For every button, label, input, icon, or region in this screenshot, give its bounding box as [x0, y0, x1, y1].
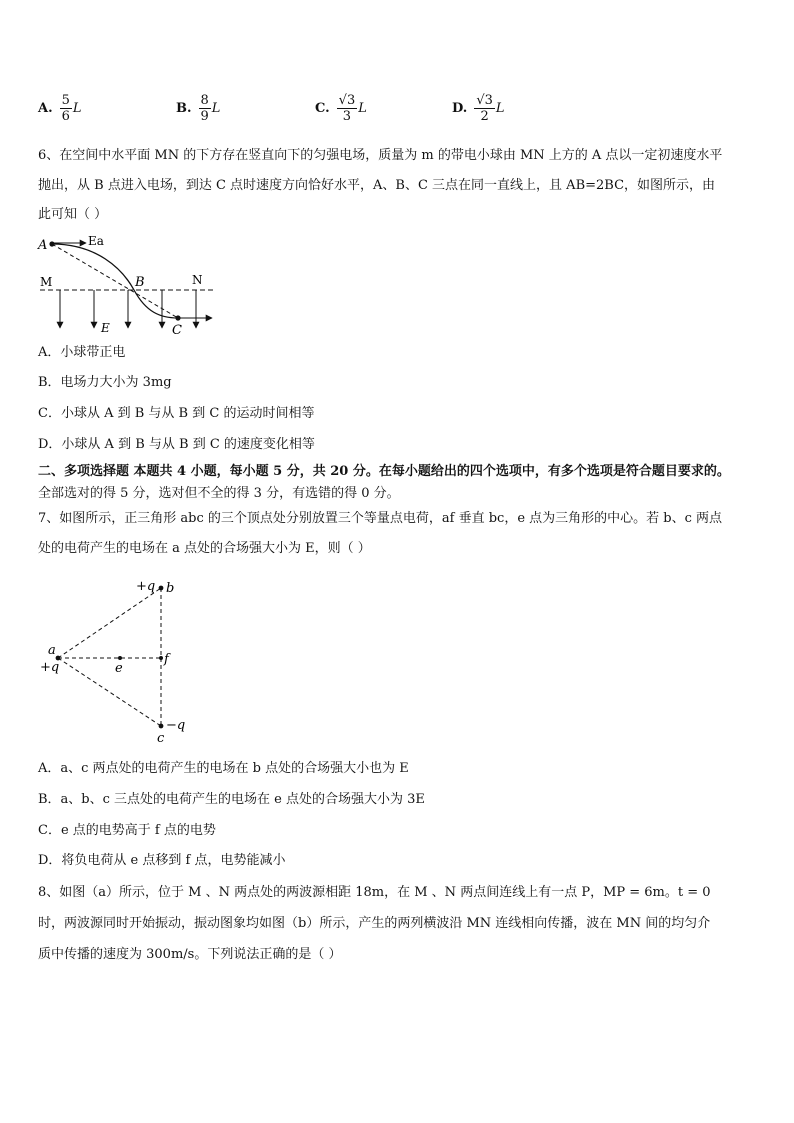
q7-option-d[interactable]: D．将负电荷从 e 点移到 f 点，电势能减小: [38, 853, 286, 868]
label-b: B: [135, 275, 145, 290]
fraction: [199, 93, 211, 124]
label-plus-q-b: +q: [136, 579, 156, 594]
label-n: N: [192, 273, 203, 287]
q6-figure: [36, 228, 226, 338]
variable: L: [211, 100, 221, 116]
option-b[interactable]: [176, 88, 220, 128]
q8-stem-line-2: 时，两波源同时开始振动，振动图象均如图（b）所示，产生的两列横波沿 MN 连线相向传播，波在 MN 间的均匀介: [38, 916, 711, 931]
option-letter: A.: [38, 100, 53, 116]
label-a: A: [38, 238, 48, 253]
q6-stem-line-3: 此可知（ ）: [38, 207, 108, 222]
q6-stem-line-2: 抛出，从 B 点进入电场，到达 C 点时速度方向恰好水平，A、B、C 三点在同一直线上，且 AB=2BC，如图所示，由: [38, 178, 716, 193]
variable: L: [72, 100, 82, 116]
q7-option-a[interactable]: A．a、c 两点处的电荷产生的电场在 b 点处的合场强大小也为 E: [38, 761, 409, 776]
point-b-dot: [159, 586, 164, 591]
label-minus-q: −q: [166, 718, 186, 733]
abc-dashed-line: [52, 244, 178, 318]
section-2-heading-line-2: 全部选对的得 5 分，选对但不全的得 3 分，有选错的得 0 分。: [38, 486, 400, 501]
option-c[interactable]: [315, 88, 367, 128]
numerator: 5: [61, 92, 70, 108]
denominator: 6: [61, 108, 70, 124]
numerator: 8: [200, 92, 209, 108]
label-b: b: [166, 581, 175, 596]
point-c-dot: [159, 724, 164, 729]
q7-stem-line-2: 处的电荷产生的电场在 a 点处的合场强大小为 E，则（ ）: [38, 541, 371, 556]
q6-stem-line-1: 6、在空间中水平面 MN 的下方存在竖直向下的匀强电场，质量为 m 的带电小球由 MN 上方的 A 点以一定初速度水平: [38, 148, 723, 163]
point-a-dot: [49, 241, 54, 246]
q8-stem-line-3: 质中传播的速度为 300m/s。下列说法正确的是（ ）: [38, 947, 342, 962]
label-ea: Ea: [88, 234, 104, 248]
label-c: C: [172, 323, 182, 338]
q8-stem-line-1: 8、如图（a）所示，位于 M 、N 两点处的两波源相距 18m，在 M 、N 两点间连线上有一点 P，MP = 6m。t = 0: [38, 885, 711, 900]
label-c: c: [157, 731, 165, 746]
numerator: √3: [338, 92, 356, 108]
variable: L: [495, 100, 505, 116]
label-m: M: [40, 275, 53, 289]
option-a[interactable]: [38, 88, 82, 128]
fraction: [60, 93, 72, 124]
option-letter: B.: [176, 100, 192, 116]
q7-option-c[interactable]: C．e 点的电势高于 f 点的电势: [38, 823, 216, 838]
denominator: 9: [200, 108, 209, 124]
side-ac: [58, 658, 161, 726]
label-f: f: [164, 652, 169, 667]
q6-option-a[interactable]: A．小球带正电: [38, 345, 126, 360]
q6-option-c[interactable]: C．小球从 A 到 B 与从 B 到 C 的运动时间相等: [38, 406, 315, 421]
side-ab: [58, 588, 161, 658]
q6-option-b[interactable]: B．电场力大小为 3mg: [38, 375, 172, 390]
label-plus-q-a: +q: [40, 660, 60, 675]
option-d[interactable]: [452, 88, 505, 128]
previous-question-options: [38, 88, 758, 128]
point-e-dot: [118, 656, 122, 660]
point-c-dot: [175, 315, 180, 320]
q7-figure: [36, 574, 206, 748]
point-f-dot: [159, 656, 163, 660]
option-letter: D.: [452, 100, 468, 116]
fraction: [337, 93, 358, 124]
variable: L: [358, 100, 367, 116]
fraction: [474, 93, 495, 124]
numerator: √3: [476, 92, 493, 108]
q7-option-b[interactable]: B．a、b、c 三点处的电荷产生的电场在 e 点处的合场强大小为 3E: [38, 792, 425, 807]
q7-stem-line-1: 7、如图所示，正三角形 abc 的三个顶点处分别放置三个等量点电荷，af 垂直 bc，e 点为三角形的中心。若 b、c 两点: [38, 511, 723, 526]
q6-option-d[interactable]: D．小球从 A 到 B 与从 B 到 C 的速度变化相等: [38, 437, 315, 452]
label-a: a: [48, 643, 56, 658]
label-e: E: [101, 321, 110, 335]
denominator: 2: [480, 108, 489, 124]
label-e: e: [115, 661, 123, 676]
option-letter: C.: [315, 100, 330, 116]
denominator: 3: [342, 108, 352, 124]
section-2-heading-line-1: 二、多项选择题 本题共 4 小题，每小题 5 分，共 20 分。在每小题给出的四个选项中，有多个选项是符合题目要求的。: [38, 464, 730, 479]
